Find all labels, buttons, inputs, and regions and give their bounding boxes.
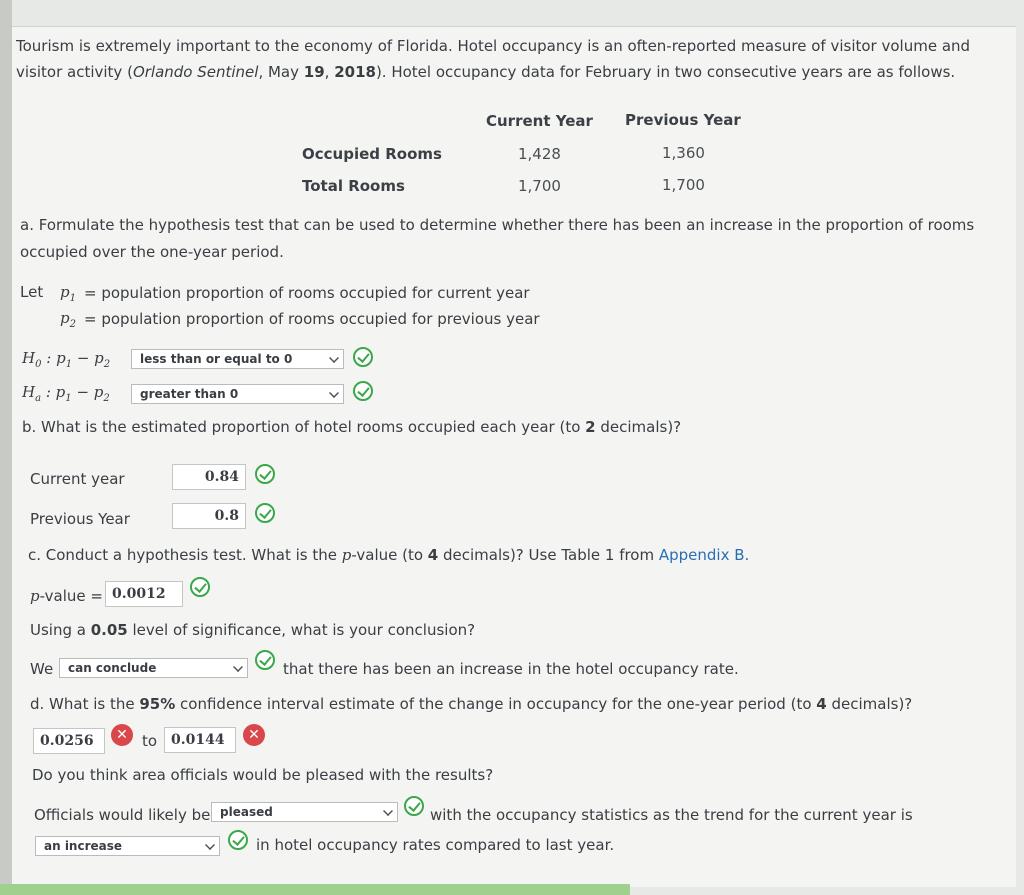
part-b-question: b. What is the estimated proportion of hotel rooms occupied each year (to 2 decimals)? — [22, 418, 682, 436]
row-label-occupied: Occupied Rooms — [302, 145, 442, 163]
current-year-label: Current year — [30, 470, 125, 488]
h0-select[interactable]: less than or equal to 0 — [131, 349, 344, 369]
check-icon — [255, 464, 275, 484]
we-label: We — [30, 660, 54, 678]
chevron-down-icon — [205, 840, 215, 850]
conclusion-select[interactable]: can conclude — [59, 658, 248, 678]
officials-prefix: Officials would likely be — [34, 806, 211, 824]
ha-expression: $H_a$ : $p_1 - p_2$ — [22, 383, 110, 404]
check-icon — [255, 503, 275, 523]
check-icon — [353, 381, 373, 401]
total-previous: 1,700 — [662, 176, 705, 194]
to-label: to — [142, 732, 158, 750]
window-frame — [0, 0, 12, 895]
occupied-current: 1,428 — [518, 145, 561, 163]
ha-select[interactable]: greater than 0 — [131, 384, 344, 404]
chevron-down-icon — [329, 388, 339, 398]
trend-suffix: in hotel occupancy rates compared to last year. — [256, 836, 615, 854]
col-header-current: Current Year — [486, 112, 593, 130]
check-icon — [255, 650, 275, 670]
check-icon — [353, 347, 373, 367]
intro-paragraph — [16, 33, 1006, 85]
part-a-question: a. Formulate the hypothesis test that can be used to determine whether there has been an increase in the proportion of rooms occupied over the one-year period. — [20, 216, 975, 261]
intro-text: ). Hotel occupancy data for February in two consecutive years are as follows. — [375, 63, 956, 81]
intro-text: , — [324, 63, 335, 81]
chevron-down-icon — [329, 353, 339, 363]
col-header-previous: Previous Year — [625, 111, 741, 129]
p2-symbol: $p_2$ — [60, 309, 76, 330]
part-d-question: d. What is the 95% confidence interval estimate of the change in occupancy for the one-year period (to 4 decimals)? — [30, 695, 913, 713]
ci-upper-input[interactable]: 0.0144 — [164, 727, 236, 753]
bottom-progress-bar — [0, 884, 630, 895]
part-c-question: c. Conduct a hypothesis test. What is the p-value (to 4 decimals)? Use Table 1 from Appendix B. — [28, 546, 750, 564]
question-panel — [12, 26, 1016, 887]
intro-text: Tourism is extremely important to the economy of Florida. Hotel occupancy is an often-reported measure of visitor volume and visitor activity ( — [16, 37, 971, 81]
check-icon — [228, 830, 248, 850]
date-year: 2018 — [334, 63, 376, 81]
pvalue-label: p-value = — [30, 587, 103, 605]
incorrect-icon: ✕ — [243, 724, 265, 746]
pvalue-input[interactable]: 0.0012 — [105, 581, 183, 607]
previous-proportion-input[interactable]: 0.8 — [172, 503, 246, 529]
officials-suffix: with the occupancy statistics as the trend for the current year is — [430, 806, 913, 824]
let-label: Let — [20, 283, 44, 301]
check-icon — [404, 796, 424, 816]
total-current: 1,700 — [518, 177, 561, 195]
p1-symbol: $p_1$ — [60, 283, 76, 304]
appendix-link[interactable]: Appendix B. — [658, 546, 750, 564]
current-proportion-input[interactable]: 0.84 — [172, 464, 246, 490]
conclusion-text: that there has been an increase in the hotel occupancy rate. — [283, 660, 739, 678]
ci-lower-input[interactable]: 0.0256 — [33, 728, 105, 754]
source-name: Orlando Sentinel — [132, 63, 259, 81]
pleased-select[interactable]: pleased — [211, 802, 398, 822]
previous-year-label: Previous Year — [30, 510, 130, 528]
significance-question: Using a 0.05 level of significance, what is your conclusion? — [30, 621, 476, 639]
chevron-down-icon — [383, 806, 393, 816]
h0-expression: $H_0$ : $p_1 - p_2$ — [22, 349, 111, 370]
trend-select[interactable]: an increase — [35, 836, 220, 856]
p1-definition: = population proportion of rooms occupied for current year — [84, 284, 530, 302]
p2-definition: = population proportion of rooms occupied for previous year — [84, 310, 540, 328]
officials-question: Do you think area officials would be pleased with the results? — [32, 766, 494, 784]
occupied-previous: 1,360 — [662, 144, 705, 162]
chevron-down-icon — [233, 662, 243, 672]
check-icon — [190, 577, 210, 597]
row-label-total: Total Rooms — [302, 177, 405, 195]
intro-text: , May — [258, 63, 304, 81]
date-day: 19 — [303, 63, 325, 81]
incorrect-icon: ✕ — [111, 724, 133, 746]
